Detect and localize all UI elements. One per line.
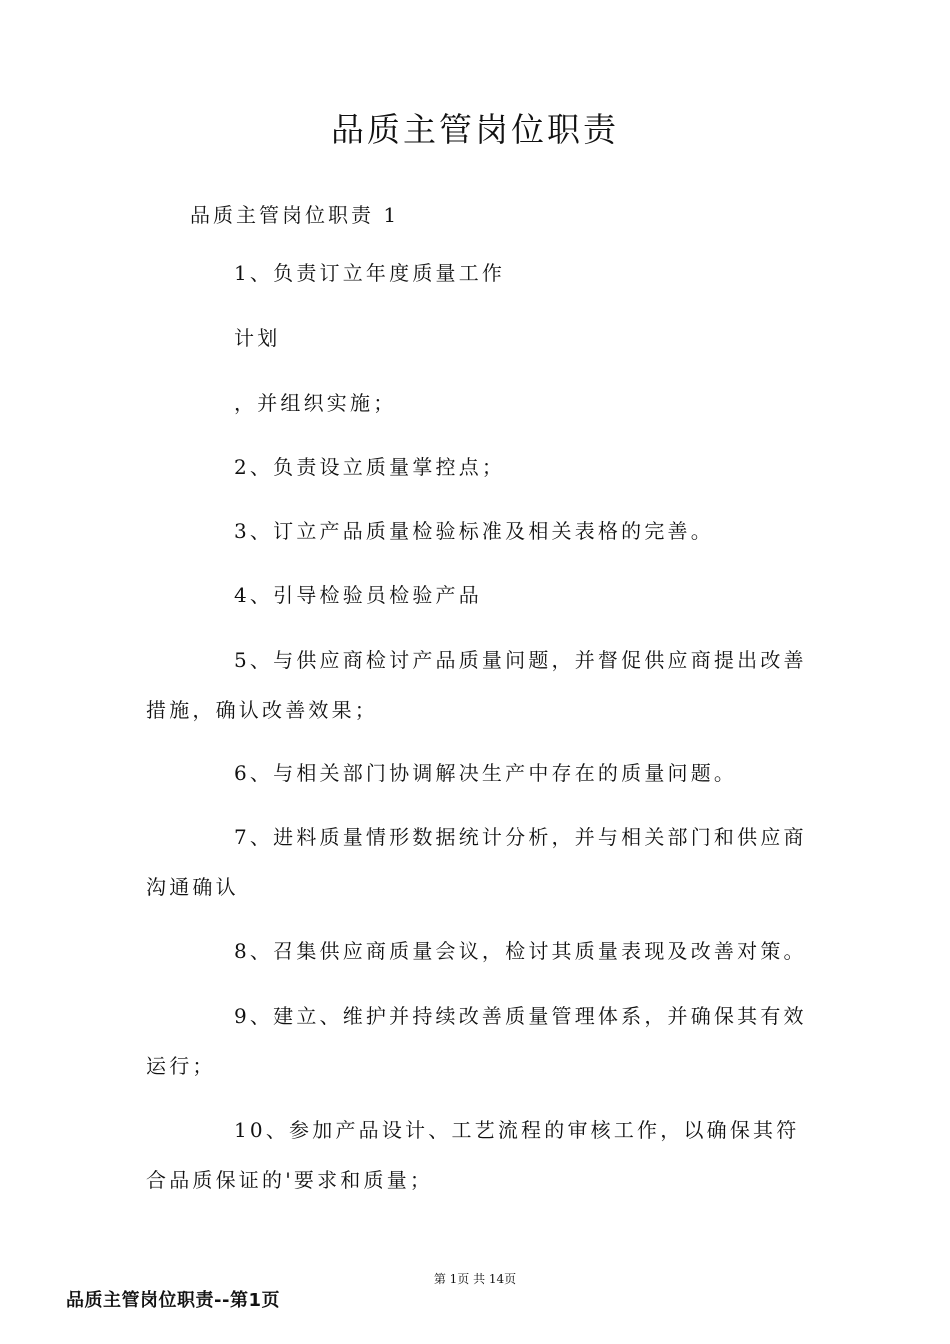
paragraph: 3、订立产品质量检验标准及相关表格的完善。: [234, 519, 714, 543]
paragraph: 7、进料质量情形数据统计分析，并与相关部门和供应商沟通确认: [146, 825, 807, 899]
paragraph: 计划: [234, 326, 281, 350]
page-indicator: 第 1页 共 14页: [433, 1272, 517, 1286]
paragraph: 1、负责订立年度质量工作: [234, 261, 506, 285]
paragraph: 8、召集供应商质量会议，检讨其质量表现及改善对策。: [234, 939, 807, 963]
paragraph: 10、参加产品设计、工艺流程的审核工作，以确保其符合品质保证的'要求和质量；: [146, 1118, 800, 1192]
paragraph: 2、负责设立质量掌控点；: [234, 455, 506, 479]
paragraph: 6、与相关部门协调解决生产中存在的质量问题。: [234, 761, 738, 785]
document-title: 品质主管岗位职责: [331, 110, 619, 149]
paragraph: ，并组织实施；: [234, 391, 397, 415]
paragraph: 4、引导检验员检验产品: [234, 583, 482, 607]
paragraph: 9、建立、维护并持续改善质量管理体系，并确保其有效运行；: [146, 1004, 807, 1078]
section-title: 品质主管岗位职责 1: [190, 203, 400, 227]
paragraph: 5、与供应商检讨产品质量问题，并督促供应商提出改善措施，确认改善效果；: [146, 648, 807, 722]
footer-doc-label: 品质主管岗位职责--第1页: [66, 1290, 280, 1311]
